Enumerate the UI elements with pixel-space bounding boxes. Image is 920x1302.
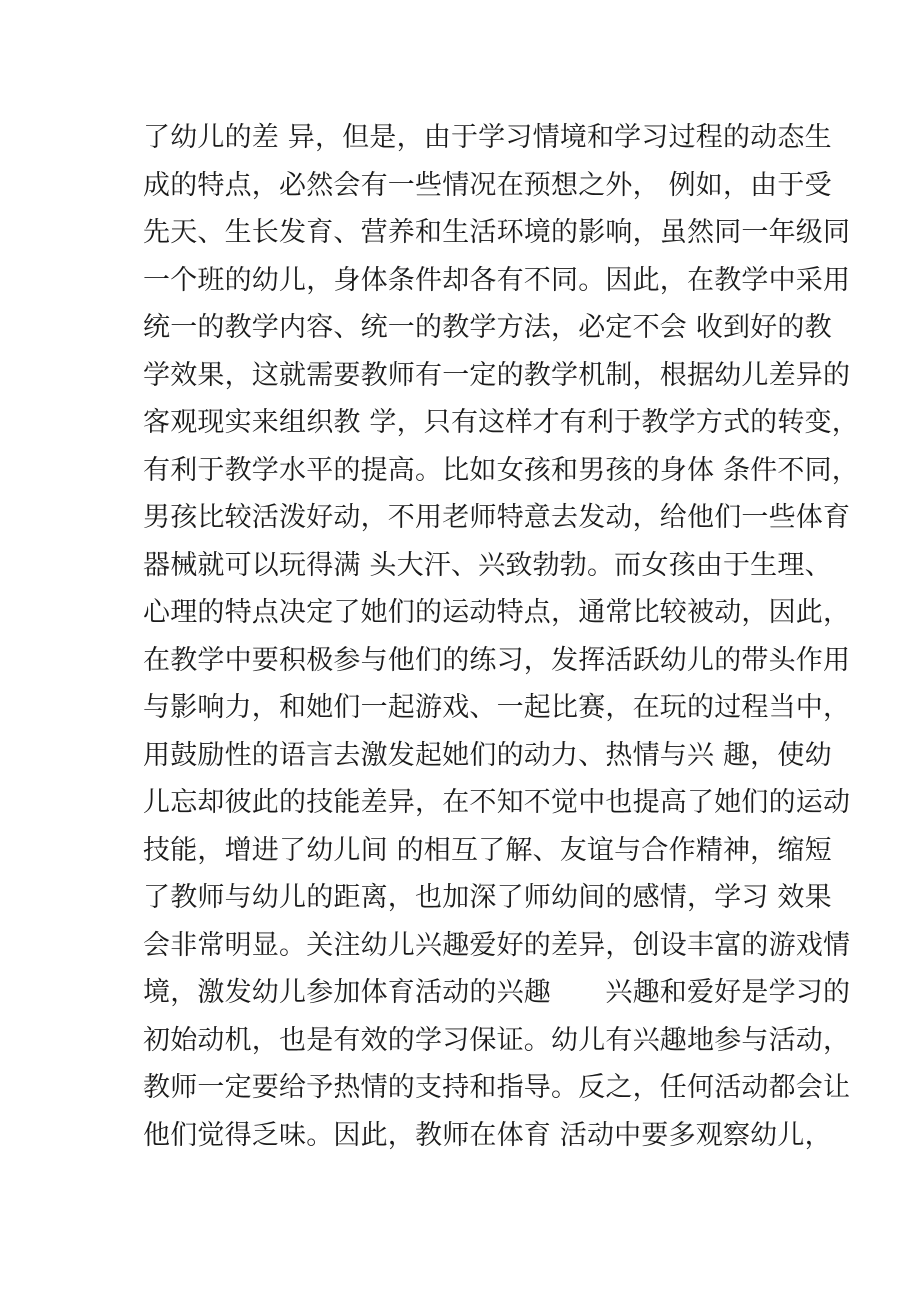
text-line: 客观现实来组织教 学，只有这样才有利于教学方式的转变， bbox=[143, 407, 859, 438]
text-line: 有利于教学水平的提高。比如女孩和男孩的身体 条件不同， bbox=[143, 454, 859, 486]
text-line: 先天、生长发育、营养和生活环境的影响，虽然同一年级同 bbox=[143, 217, 851, 248]
text-line: 了教师与幼儿的距离，也加深了师幼间的感情，学习 效果 bbox=[143, 882, 832, 913]
text-line: 一个班的幼儿，身体条件却各有不同。因此，在教学中采用 bbox=[143, 264, 851, 296]
text-line: 会非常明显。关注幼儿兴趣爱好的差异，创设丰富的游戏情 bbox=[143, 929, 851, 961]
text-line: 境，激发幼儿参加体育活动的兴趣 兴趣和爱好是学习的 bbox=[143, 977, 851, 1008]
text-line: 用鼓励性的语言去激发起她们的动力、热情与兴 趣，使幼 bbox=[143, 739, 832, 771]
text-line: 教师一定要给予热情的支持和指导。反之，任何活动都会让 bbox=[143, 1072, 851, 1103]
text-line: 男孩比较活泼好动，不用老师特意去发动，给他们一些体育 bbox=[143, 502, 851, 533]
text-line: 他们觉得乏味。因此，教师在体育 活动中要多观察幼儿， bbox=[143, 1119, 832, 1151]
text-line: 初始动机，也是有效的学习保证。幼儿有兴趣地参与活动， bbox=[143, 1024, 851, 1056]
text-line: 统一的教学内容、统一的教学方法，必定不会 收到好的教 bbox=[143, 312, 832, 343]
text-line: 学效果，这就需要教师有一定的教学机制，根据幼儿差异的 bbox=[143, 359, 851, 391]
text-line: 心理的特点决定了她们的运动特点，通常比较被动，因此， bbox=[143, 597, 851, 628]
text-line: 与影响力，和她们一起游戏、一起比赛，在玩的过程当中， bbox=[143, 692, 851, 723]
text-line: 儿忘却彼此的技能差异，在不知不觉中也提高了她们的运动 bbox=[143, 787, 851, 818]
text-line: 成的特点，必然会有一些情况在预想之外， 例如，由于受 bbox=[143, 169, 832, 201]
text-line: 在教学中要积极参与他们的练习，发挥活跃幼儿的带头作用 bbox=[143, 644, 851, 676]
body-paragraph bbox=[143, 114, 859, 1159]
text-line: 了幼儿的差 异，但是，由于学习情境和学习过程的动态生 bbox=[143, 122, 832, 153]
text-line: 器械就可以玩得满 头大汗、兴致勃勃。而女孩由于生理、 bbox=[143, 549, 832, 581]
text-line: 技能，增进了幼儿间 的相互了解、友谊与合作精神，缩短 bbox=[143, 834, 832, 866]
